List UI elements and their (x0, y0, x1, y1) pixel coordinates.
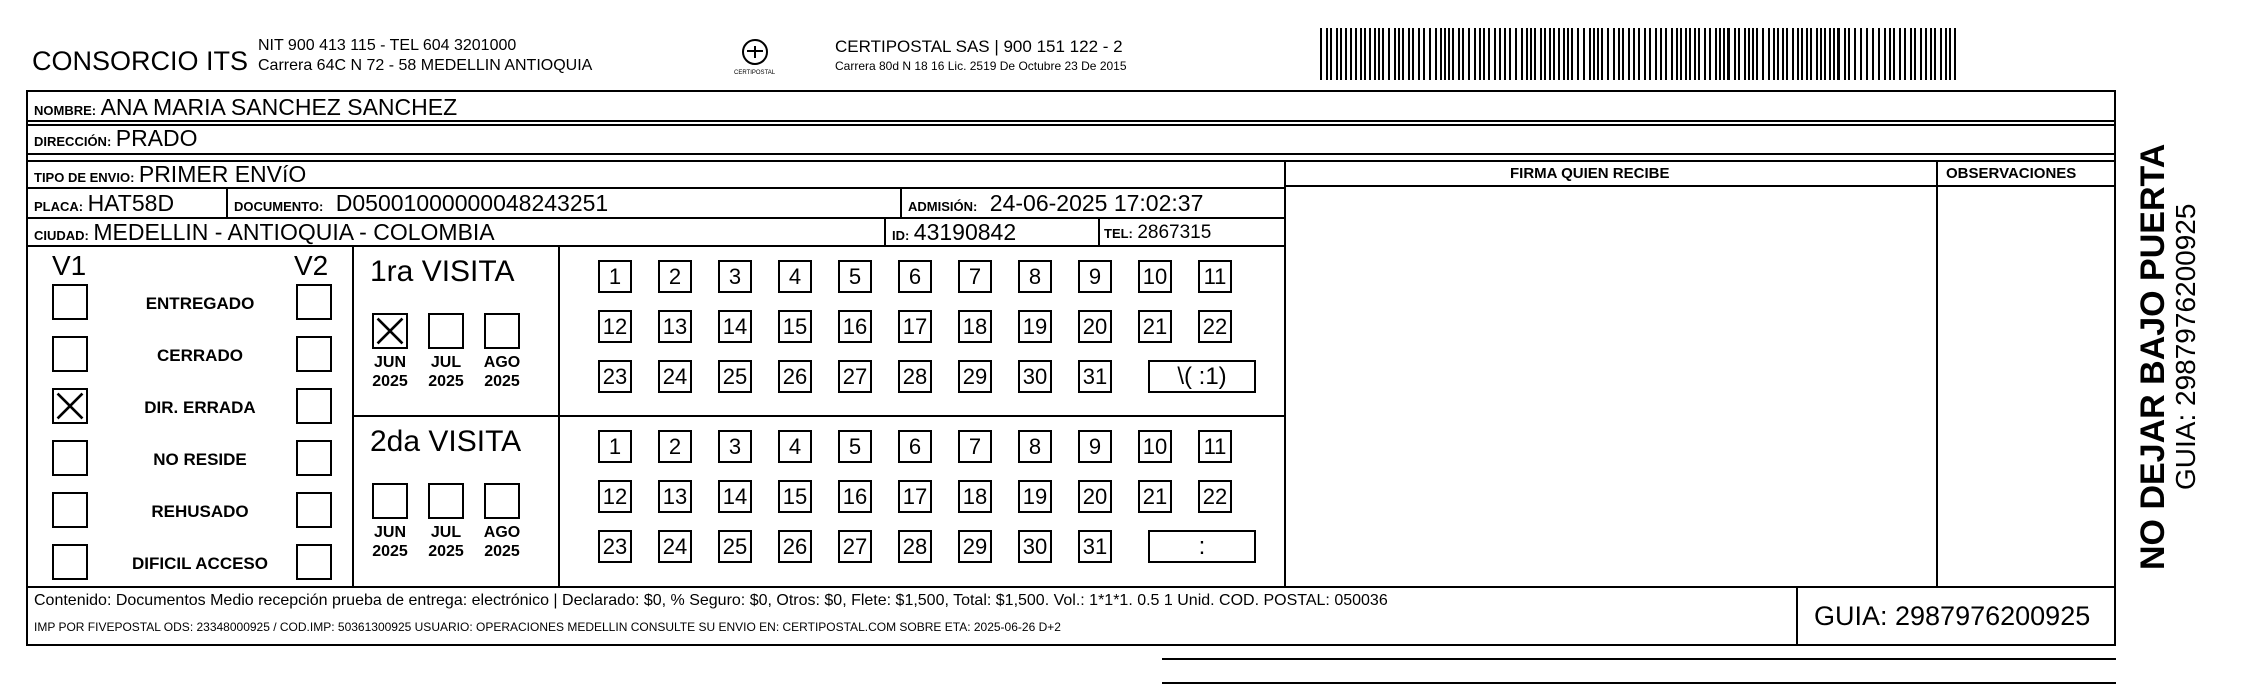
day-box[interactable]: 23 (598, 530, 632, 563)
day-box[interactable]: 18 (958, 480, 992, 513)
tel-cell (1104, 223, 1211, 242)
ciudad-label: CIUDAD: (34, 228, 89, 243)
barcode-bar (1694, 28, 1696, 80)
day-box[interactable]: 4 (778, 260, 812, 293)
ciudad-cell (34, 221, 495, 244)
tel-value: 2867315 (1137, 222, 1212, 243)
day-box[interactable]: 31 (1078, 530, 1112, 563)
main-frame (26, 90, 2116, 646)
barcode-bar (1418, 28, 1420, 80)
barcode-bar (1474, 28, 1476, 80)
barcode-bar (1326, 28, 1328, 80)
v1-checkbox[interactable] (52, 544, 88, 580)
barcode-bar (1374, 28, 1376, 80)
barcode-bar (1904, 28, 1906, 80)
barcode-bar (1644, 28, 1646, 80)
header (0, 0, 2264, 90)
month-year: 2025 (484, 373, 520, 390)
barcode-bar (1398, 28, 1400, 80)
barcode-bar (1777, 28, 1779, 80)
company-line-1: NIT 900 413 115 - TEL 604 3201000 (258, 37, 517, 54)
month-year: 2025 (484, 543, 520, 560)
barcode-bar (1797, 28, 1799, 80)
barcode-bar (1549, 28, 1551, 80)
nombre-value: ANA MARIA SANCHEZ SANCHEZ (100, 94, 458, 120)
barcode-bar (1394, 28, 1396, 80)
nombre-label: NOMBRE: (34, 103, 97, 118)
day-box[interactable]: 26 (778, 530, 812, 563)
barcode-bar (1685, 28, 1687, 80)
barcode-bar (1509, 28, 1511, 80)
barcode-bar (1364, 28, 1366, 80)
day-box[interactable]: 29 (958, 530, 992, 563)
barcode-bar (1340, 28, 1342, 80)
barcode-bar (1530, 28, 1532, 80)
barcode-bar (1607, 28, 1609, 80)
barcode-bar (1715, 28, 1717, 80)
barcode-bar (1515, 28, 1517, 80)
company-line-2: Carrera 64C N 72 - 58 MEDELLIN ANTIOQUIA (258, 57, 593, 74)
day-box[interactable]: 1 (598, 430, 632, 463)
day-box[interactable]: 13 (658, 480, 692, 513)
day-box[interactable]: 9 (1078, 430, 1112, 463)
barcode-bar (1756, 28, 1758, 80)
barcode-bar (1689, 28, 1691, 80)
day-box[interactable]: 17 (898, 310, 932, 343)
barcode-bar (1597, 28, 1599, 80)
v1-checkbox[interactable] (52, 336, 88, 372)
barcode-bar (1483, 28, 1485, 80)
barcode-bar (1540, 28, 1542, 80)
barcode-bar (1423, 28, 1425, 80)
v1-checkbox[interactable] (52, 284, 88, 320)
status-option-label: ENTREGADO (145, 294, 255, 313)
day-box[interactable]: 27 (838, 360, 872, 393)
barcode-bar (1444, 28, 1446, 80)
day-box[interactable]: 22 (1198, 480, 1232, 513)
barcode-bar (1816, 28, 1818, 80)
barcode-bar (1320, 28, 1322, 80)
barcode-bar (1709, 28, 1711, 80)
barcode-bar (1488, 28, 1490, 80)
month-checkbox[interactable] (428, 483, 464, 519)
barcode-bar (1945, 28, 1947, 80)
time-box[interactable]: \( :1) (1148, 360, 1256, 393)
day-box[interactable]: 26 (778, 360, 812, 393)
barcode-bar (1601, 28, 1603, 80)
barcode-bar (1665, 28, 1667, 80)
day-box[interactable]: 29 (958, 360, 992, 393)
month-checkbox[interactable] (428, 313, 464, 349)
admision-value: 24-06-2025 17:02:37 (989, 190, 1204, 216)
barcode-bar (1920, 28, 1922, 80)
placa-label: PLACA: (34, 199, 84, 214)
barcode-bar (1925, 28, 1927, 80)
barcode-bar (1762, 28, 1764, 80)
day-box[interactable]: 20 (1078, 310, 1112, 343)
barcode-bar (1330, 28, 1332, 80)
month-checkbox[interactable] (372, 313, 408, 349)
day-box[interactable]: 14 (718, 480, 752, 513)
barcode-bar (1499, 28, 1501, 80)
month-label (365, 523, 415, 561)
day-box[interactable]: 10 (1138, 260, 1172, 293)
v1-checkbox[interactable] (52, 388, 88, 424)
x-mark-icon (374, 315, 406, 347)
barcode-bar (1468, 28, 1470, 80)
barcode-bar (1378, 28, 1380, 80)
barcode-bar (1583, 28, 1585, 80)
month-label (421, 523, 471, 561)
barcode-bar (1792, 28, 1794, 80)
day-box[interactable]: 7 (958, 430, 992, 463)
ciudad-value: MEDELLIN - ANTIOQUIA - COLOMBIA (93, 219, 495, 245)
barcode-bar (1452, 28, 1454, 80)
barcode-bar (1704, 28, 1706, 80)
day-box[interactable]: 15 (778, 480, 812, 513)
status-option-label: CERRADO (157, 346, 243, 365)
day-box[interactable]: 9 (1078, 260, 1112, 293)
v1-checkbox[interactable] (52, 440, 88, 476)
barcode-bar (1949, 28, 1951, 80)
barcode-bar (1854, 28, 1856, 80)
day-box[interactable]: 28 (898, 530, 932, 563)
documento-label: DOCUMENTO: (234, 199, 324, 214)
barcode-bar (1622, 28, 1624, 80)
month-name: JUL (430, 524, 462, 541)
day-box[interactable]: 21 (1138, 310, 1172, 343)
barcode-bar (1934, 28, 1936, 80)
barcode-bar (1848, 28, 1850, 80)
day-box[interactable]: 27 (838, 530, 872, 563)
day-box[interactable]: 30 (1018, 360, 1052, 393)
barcode-bar (1388, 28, 1390, 80)
day-box[interactable]: 12 (598, 310, 632, 343)
id-value: 43190842 (913, 219, 1017, 245)
v1-label: V1 (52, 250, 87, 281)
barcode-bar (1810, 28, 1812, 80)
day-box[interactable]: 16 (838, 480, 872, 513)
day-box[interactable]: 2 (658, 430, 692, 463)
imp-text: IMP POR FIVEPOSTAL ODS: 23348000925 / COD.IMP: 50361300925 USUARIO: OPERACIONES MEDELLIN CONSULTE SU ENVIO EN: CERTIPOSTAL.COM SOBRE ETA: 2025-06-26 D+2 (34, 620, 1061, 634)
barcode-bar (1462, 28, 1464, 80)
v2-checkbox[interactable] (296, 284, 332, 320)
month-name: JUL (430, 354, 462, 371)
day-box[interactable]: 13 (658, 310, 692, 343)
barcode-bar (1534, 28, 1536, 80)
day-box[interactable]: 2 (658, 260, 692, 293)
guia-footer: GUIA: 2987976200925 (1814, 601, 2091, 631)
month-checkbox[interactable] (484, 313, 520, 349)
day-box[interactable]: 11 (1198, 430, 1232, 463)
day-box[interactable]: 21 (1138, 480, 1172, 513)
barcode-bar (1914, 28, 1916, 80)
status-option-label: REHUSADO (151, 502, 249, 521)
month-label (477, 523, 527, 561)
barcode-bar (1860, 28, 1862, 80)
barcode-bar (1571, 28, 1573, 80)
v2-checkbox[interactable] (296, 336, 332, 372)
day-box[interactable]: 28 (898, 360, 932, 393)
tipo-envio-row (34, 163, 306, 186)
month-year: 2025 (428, 373, 464, 390)
day-box[interactable]: 22 (1198, 310, 1232, 343)
day-box[interactable]: 5 (838, 260, 872, 293)
barcode-bar (1504, 28, 1506, 80)
logo-text: CERTIPOSTAL (734, 70, 776, 76)
barcode-bar (1360, 28, 1362, 80)
status-option-label: DIFICIL ACCESO (131, 554, 268, 573)
day-box[interactable]: 6 (898, 260, 932, 293)
company-name: CONSORCIO ITS (32, 46, 249, 76)
barcode-bar (1837, 28, 1840, 80)
barcode-bar (1448, 28, 1450, 80)
barcode-bar (1719, 28, 1721, 80)
barcode-bar (1618, 28, 1620, 80)
month-checkbox[interactable] (372, 483, 408, 519)
day-box[interactable]: 3 (718, 260, 752, 293)
contenido-text: Contenido: Documentos Medio recepción prueba de entrega: electrónico | Declarado: $0, % Seguro: $0, Otros: $0, Flete: $1,500, Total: $1,500. Vol.: 1*1*1. 0.5 1 Unid. COD. POSTAL: 050036 (34, 592, 1388, 609)
barcode-bar (1521, 28, 1523, 80)
day-box[interactable]: 19 (1018, 480, 1052, 513)
v2-checkbox[interactable] (296, 492, 332, 528)
barcode-bar (1889, 28, 1891, 80)
barcode-bar (1676, 28, 1678, 80)
barcode-bar (1773, 28, 1775, 80)
barcode-bar (1567, 28, 1569, 80)
day-box[interactable]: 16 (838, 310, 872, 343)
barcode-bar (1768, 28, 1770, 80)
v2-checkbox[interactable] (296, 440, 332, 476)
courier-line-1: CERTIPOSTAL SAS | 900 151 122 - 2 (835, 37, 1123, 56)
courier-line-2: Carrera 80d N 18 16 Lic. 2519 De Octubre 23 De 2015 (835, 59, 1127, 73)
documento-cell (234, 192, 608, 215)
day-box[interactable]: 6 (898, 430, 932, 463)
x-mark-icon (54, 390, 86, 422)
day-box[interactable]: 14 (718, 310, 752, 343)
day-box[interactable]: 19 (1018, 310, 1052, 343)
barcode-bar (1744, 28, 1746, 80)
month-label (421, 353, 471, 391)
month-year: 2025 (372, 543, 408, 560)
status-option-label: NO RESIDE (153, 450, 247, 469)
direccion-row (34, 127, 198, 150)
tipo-envio-label: TIPO DE ENVIO: (34, 170, 135, 185)
barcode-bar (1458, 28, 1460, 80)
barcode-bar (1671, 28, 1673, 80)
day-box[interactable]: 24 (658, 360, 692, 393)
month-checkbox[interactable] (484, 483, 520, 519)
barcode-bar (1940, 28, 1942, 80)
barcode-bar (1589, 28, 1591, 80)
documento-value: D05001000000048243251 (335, 190, 609, 216)
day-box[interactable]: 3 (718, 430, 752, 463)
barcode-bar (1412, 28, 1414, 80)
barcode-bar (1872, 28, 1874, 80)
id-label: ID: (892, 228, 910, 243)
tipo-envio-value: PRIMER ENVíO (138, 161, 307, 187)
placa-value: HAT58D (87, 190, 175, 216)
tel-label: TEL: (1104, 226, 1133, 241)
barcode-bar (1801, 28, 1803, 80)
month-name: JUN (373, 524, 406, 541)
day-box[interactable]: 5 (838, 430, 872, 463)
barcode-bar (1829, 28, 1831, 80)
day-box[interactable]: 7 (958, 260, 992, 293)
barcode-bar (1738, 28, 1740, 80)
month-name: JUN (373, 354, 406, 371)
barcode-bar (1698, 28, 1700, 80)
day-box[interactable]: 17 (898, 480, 932, 513)
day-box[interactable]: 10 (1138, 430, 1172, 463)
barcode-bar (1369, 28, 1371, 80)
barcode-bar (1833, 28, 1835, 80)
day-box[interactable]: 20 (1078, 480, 1112, 513)
direccion-label: DIRECCIÓN: (34, 134, 112, 149)
observaciones-label: OBSERVACIONES (1946, 165, 2077, 182)
day-box[interactable]: 25 (718, 360, 752, 393)
barcode-bar (1402, 28, 1404, 80)
no-dejar-bajo-puerta: NO DEJAR BAJO PUERTA (2134, 143, 2172, 570)
admision-label: ADMISIÓN: (908, 199, 978, 214)
day-box[interactable]: 30 (1018, 530, 1052, 563)
v2-checkbox[interactable] (296, 388, 332, 424)
barcode-bar (1844, 28, 1846, 80)
firma-label: FIRMA QUIEN RECIBE (1510, 165, 1670, 182)
admision-cell (908, 192, 1203, 215)
barcode-bar (1526, 28, 1528, 80)
barcode-bar (1593, 28, 1595, 80)
day-box[interactable]: 8 (1018, 430, 1052, 463)
barcode-bar (1723, 28, 1725, 80)
barcode-bar (1553, 28, 1555, 80)
day-box[interactable]: 24 (658, 530, 692, 563)
barcode-bar (1355, 28, 1357, 80)
month-label (477, 353, 527, 391)
month-name: AGO (483, 354, 521, 371)
barcode-bar (1748, 28, 1750, 80)
barcode-bar (1660, 28, 1662, 80)
day-box[interactable]: 8 (1018, 260, 1052, 293)
status-option-label: DIR. ERRADA (144, 398, 256, 417)
time-box[interactable]: : (1148, 530, 1256, 563)
barcode-bar (1820, 28, 1822, 80)
day-box[interactable]: 15 (778, 310, 812, 343)
barcode-bar (1479, 28, 1481, 80)
barcode-bar (1613, 28, 1615, 80)
month-year: 2025 (372, 373, 408, 390)
logo-icon (730, 34, 780, 86)
barcode-bar (1558, 28, 1560, 80)
barcode-bar (1440, 28, 1442, 80)
barcode-bar (1884, 28, 1886, 80)
barcode-bar (1878, 28, 1880, 80)
barcode-bar (1806, 28, 1808, 80)
barcode-bar (1336, 28, 1338, 80)
month-year: 2025 (428, 543, 464, 560)
barcode-bar (1429, 28, 1431, 80)
barcode-bar (1544, 28, 1546, 80)
v2-label: V2 (294, 250, 329, 281)
barcode-bar (1577, 28, 1579, 80)
barcode-bar (1893, 28, 1895, 80)
barcode-bar (1786, 28, 1788, 80)
barcode-bar (1680, 28, 1682, 80)
barcode-bar (1649, 28, 1651, 80)
v1-checkbox[interactable] (52, 492, 88, 528)
day-box[interactable]: 23 (598, 360, 632, 393)
day-box[interactable]: 1 (598, 260, 632, 293)
barcode-bar (1727, 28, 1730, 80)
barcode-bar (1345, 28, 1347, 80)
barcode-bar (1408, 28, 1410, 80)
barcode-bar (1382, 28, 1384, 80)
barcode-bar (1494, 28, 1496, 80)
barcode-bar (1752, 28, 1754, 80)
certipostal-logo (730, 34, 780, 86)
barcode-bar (1910, 28, 1912, 80)
barcode-bar (1350, 28, 1352, 80)
day-box[interactable]: 11 (1198, 260, 1232, 293)
day-box[interactable]: 25 (718, 530, 752, 563)
direccion-value: PRADO (115, 125, 198, 151)
day-box[interactable]: 18 (958, 310, 992, 343)
barcode-bar (1638, 28, 1640, 80)
barcode-bar (1782, 28, 1784, 80)
barcode-bar (1435, 28, 1437, 80)
v2-checkbox[interactable] (296, 544, 332, 580)
day-box[interactable]: 31 (1078, 360, 1112, 393)
guia-side: GUIA: 2987976200925 (2170, 203, 2201, 490)
visit-title: 2da VISITA (370, 425, 522, 458)
barcode-bar (1824, 28, 1826, 80)
barcode-bar (1628, 28, 1630, 80)
placa-cell (34, 192, 174, 215)
visit-title: 1ra VISITA (370, 255, 515, 288)
barcode-bar (1899, 28, 1901, 80)
day-box[interactable]: 4 (778, 430, 812, 463)
barcode-bar (1655, 28, 1657, 80)
barcode-bar (1734, 28, 1736, 80)
month-label (365, 353, 415, 391)
barcode (1320, 28, 1960, 80)
day-box[interactable]: 12 (598, 480, 632, 513)
month-name: AGO (483, 524, 521, 541)
barcode-bar (1633, 28, 1635, 80)
barcode-bar (1866, 28, 1868, 80)
nombre-row (34, 96, 457, 119)
barcode-bar (1930, 28, 1932, 80)
barcode-bar (1954, 28, 1956, 80)
id-cell (892, 221, 1016, 244)
barcode-bar (1563, 28, 1565, 80)
